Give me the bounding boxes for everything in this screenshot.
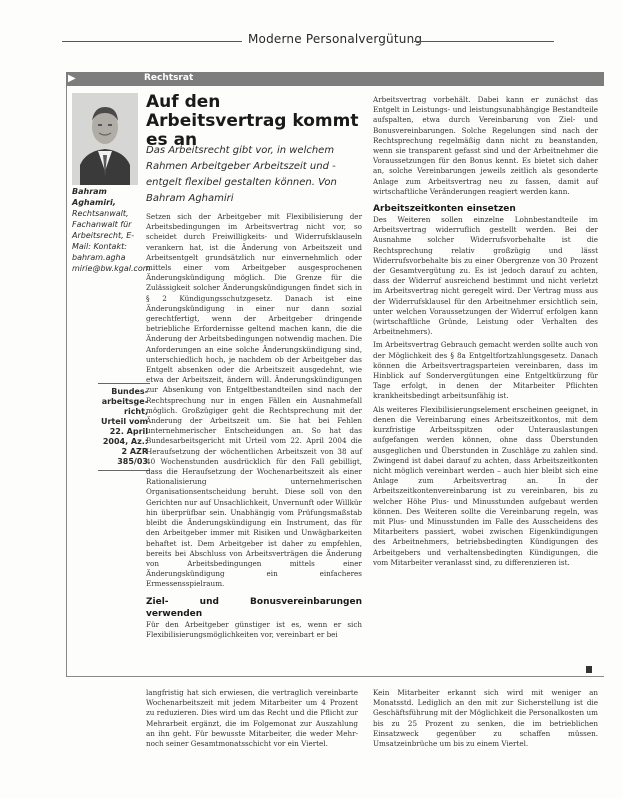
author-info: [72, 186, 151, 274]
article-bottom-column-left: [146, 688, 358, 749]
section-bar: [66, 72, 604, 86]
body-paragraph: Setzen sich der Arbeitgeber mit Flexibilisierung der Arbeitsbedingungen im Arbeitsvertrag nicht vor, so scheidet durch Freiwilligkeits- und Widerrufsklauseln verankern hat, ist die Änderung von Arbeitszeit und Arbeitsentgelt grundsätzlich nur einvernehmlich oder mittels einer vom Arbeitgeber ausgesprochenen Änderungskündigung möglich. Die Grenze für die Zulässigkeit solcher Änderungskündigungen findet sich in § 2 Kündigungsschutzgesetz. Danach ist eine Änderungskündigung in einer nur dann sozial gerechtfertigt, wenn der Arbeitgeber dringende betriebliche Erfordernisse geltend machen kann, die die Änderung der Arbeitsbedingungen notwendig machen. Die Anforderungen an eine solche Änderungskündigung sind, unterschiedlich hoch, je nachdem ob der Arbeitgeber das Entgelt absenken oder die Arbeitszeit ausgedehnt, wie etwa der Arbeitszeit, ändern will. Änderungskündigungen zur Absenkung von Entgeltbestandteilen sind nach der Rechtsprechung nur in engen Fällen ein Ausnahmefall möglich. Großzügiger geht die Rechtsprechung mit der Änderung der Arbeitszeit um. Sie hat bei Fehlen unternehmerischer Entscheidungen an. So hat das Bundesarbeitsgericht mit Urteil vom 22. April 2004 die Heraufsetzung der wöchentlichen Arbeitszeit von 38 auf 40 Wochenstunden ausdrücklich für den Fall gebilligt, dass die Heraufsetzung der Wochenarbeitszeit als einer Rationalisierung unternehmerischen Organisationsentscheidung beruht. Diese soll von den Gerichten nur auf Unsachlichkeit, Unvernunft oder Willkür hin überprüfbar sein. Unabhängig vom Prüfungsmaßstab bleibt die Änderungskündigung ein Instrument, das für den Arbeitgeber immer mit Risiken und Unwägbarkeiten behaftet ist. Dem Arbeitgeber ist daher zu empfehlen, bereits bei Abschluss von Arbeitsverträgen die Änderung von Arbeitsbedingungen mittels einer Änderungskündigung ein einfacheres Ermessensspielraum.: [146, 212, 362, 589]
author-portrait: [72, 93, 138, 185]
body-paragraph: Kein Mitarbeiter erkannt sich wird mit weniger an Monatsstd. Lediglich an den mit zur Sicherstellung ist die Geschäftsführung mit der Möglichkeit die Personalkosten um bis zu 25 Prozent zu senken, die im betrieblichen Einsatzweck gegenüber zu schaffen müssen. Umsatzeinbrüche um bis zu einem Viertel.: [373, 688, 598, 749]
body-paragraph: langfristig hat sich erwiesen, die vertraglich vereinbarte Wochenarbeitszeit mit jedem Mitarbeiter um 4 Prozent zu reduzieren. Dies wird um das Recht und die Pflicht zur Mehrarbeit ergänzt, die im Folgemonat zur Auszahlung an ihn geht. Für bewusste Mitarbeiter, die weder Mehr- noch seiner Gesamtmonatsschicht vor ein Viertel.: [146, 688, 358, 749]
section-marker-icon: ▶: [68, 73, 76, 84]
article-bottom-column-right: [373, 688, 598, 749]
subheading-bonus: Ziel- und Bonusvereinbarungen verwenden: [146, 596, 362, 619]
header-rule-left: [62, 41, 242, 42]
portrait-image: [72, 93, 138, 185]
frame-bottom-rule: [66, 676, 604, 677]
article-headline: Auf den Arbeitsvertrag kommt es an: [146, 92, 359, 150]
body-paragraph: Im Arbeitsvertrag Gebrauch gemacht werden sollte auch von der Möglichkeit des § 8a Entgeltfortzahlungsgesetz. Danach können die Arbeitsvertragsparteien vereinbaren, dass im Hinblick auf Sondervergütungen eine Entgeltkürzung für Tage erfolgt, in denen der Mitarbeiter Pflichten krankheitsbedingt arbeitsunfähig ist.: [373, 340, 598, 401]
author-name: Bahram Aghamiri,: [72, 187, 116, 207]
frame-left-rule: [66, 86, 67, 676]
article-column-middle: [146, 212, 362, 640]
header-rule-right: [414, 41, 554, 42]
section-label: Rechtsrat: [144, 73, 194, 83]
body-paragraph: Als weiteres Flexibilisierungselement erscheinen geeignet, in denen die Vereinbarung eines Arbeitszeitkontos, mit dem kurzfristige Arbeitsspitzen oder Unterauslastungen aufgefangen werden können, ohne dass Überstunden ausgeglichen und Überstunden in Zuschläge zu zahlen sind. Zwingend ist dabei darauf zu achten, dass Arbeitszeitkonten nicht möglich vereinbart werden – auch hier bleibt sich eine Anlage zum Arbeitsvertrag an. In der Arbeitszeitkontenvereinbarung ist zu vereinbaren, bis zu welcher Höhe Plus- und Minusstunden aufgebaut werden können. Des Weiteren sollte die Vereinbarung regeln, was mit Plus- und Minusstunden im Falle des Ausscheidens des Mitarbeiters passiert, wobei zwischen Eigenkündigungen des Arbeitnehmers, betriebsbedingten Kündigungen des Arbeitgebers und verhaltensbedingten Kündigungen, die vom Mitarbeiter veranlasst sind, zu differenzieren ist.: [373, 404, 598, 567]
body-paragraph: Arbeitsvertrag vorbehält. Dabei kann er zunächst das Entgelt in Leistungs- und leistungsunabhängige Bestandteile aufspalten, etwa durch Vereinbarung von Ziel- und Bonusvereinbarungen. Solche Regelungen sind nach der Rechtsprechung regelmäßig dann nicht zu beanstanden, wenn sie transparent gefasst sind und der Arbeitnehmer die Voraussetzungen für den Bonus kennt. Es bietet sich daher an, solche Vereinbarungen jeweils zeitlich als gesonderte Anlage zum Arbeitsvertrag neu zu fassen, damit auf wirtschaftliche Veränderungen reagiert werden kann.: [373, 95, 598, 196]
article-column-right: [373, 95, 598, 568]
court-ruling-note: Bundes-arbeitsge-richt, Urteil vom 22. April 2004, Az.: 2 AZR 385/03: [98, 383, 150, 471]
running-header: [0, 28, 622, 50]
body-paragraph: Für den Arbeitgeber günstiger ist es, wenn er sich Flexibilisierungsmöglichkeiten vor, vereinbart er bei: [146, 619, 362, 639]
running-header-title: Moderne Personalvergütung: [248, 32, 423, 46]
author-details: Rechtsanwalt, Fachanwalt für Arbeitsrecht, E-Mail: Kontakt: bahram.agha mirie@bw.kgal.com: [72, 209, 151, 273]
article-teaser: Das Arbeitsrecht gibt vor, in welchem Rahmen Arbeitgeber Arbeitszeit und -entgelt flexibel gestalten können. Von Bahram Aghamiri: [146, 145, 337, 204]
subheading-time-accounts: Arbeitszeitkonten einsetzen: [373, 204, 516, 215]
article-end-mark: [586, 666, 592, 673]
body-paragraph: Des Weiteren sollen einzelne Lohnbestandteile im Arbeitsvertrag widerruflich gestellt werden. Bei der Ausnahme solcher Widerrufsvorbehalte ist die Rechtsprechung relativ großzügig und lässt Widerrufsvorbehalte bis zu einer Obergrenze von 30 Prozent der Gesamtvergütung zu. Es ist jedoch darauf zu achten, dass der Widerruf ausreichend bestimmt und nicht verletzt im Arbeitsvertrag nicht geregelt wird. Der Vertrag muss aus der Widerrufsklausel für den Arbeitnehmer ersichtlich sein, unter welchen Voraussetzungen der Widerruf erfolgen kann (wirtschaftliche Gründe, Leistung oder Verhalten des Arbeitnehmers).: [373, 215, 598, 337]
